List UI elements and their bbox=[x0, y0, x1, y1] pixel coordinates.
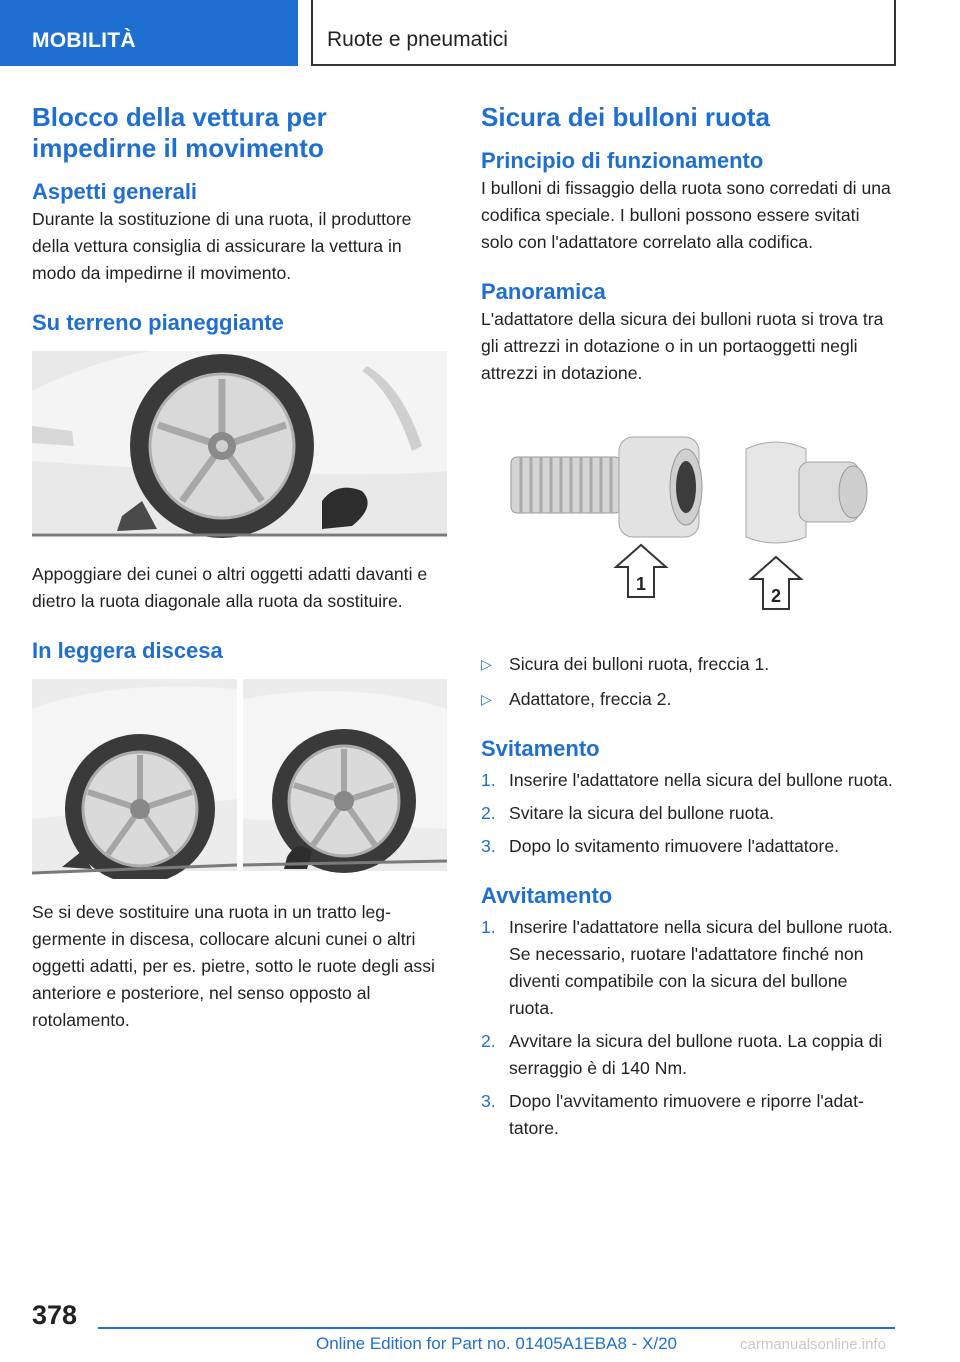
footer-divider bbox=[98, 1327, 895, 1329]
list-item: 3. Dopo lo svitamento rimuovere l'adattatore. bbox=[481, 836, 839, 856]
heading-aspetti-generali: Aspetti generali bbox=[32, 179, 198, 204]
heading-avvitamento: Avvitamento bbox=[481, 883, 613, 908]
bullet-list bbox=[481, 651, 896, 713]
figure-flat-ground bbox=[32, 351, 447, 541]
list-item: ▷ Adattatore, freccia 2. bbox=[481, 686, 896, 713]
figure-slope bbox=[32, 679, 447, 879]
heading-principio: Principio di funzionamento bbox=[481, 148, 764, 173]
list-item: 2. Svitare la sicura del bullone ruota. bbox=[481, 803, 775, 823]
heading-panoramica: Panoramica bbox=[481, 279, 606, 304]
footer-edition: Online Edition for Part no. 01405A1EBA8 - X/20 bbox=[315, 1334, 677, 1353]
paragraph-overview: L'adattatore della sicura dei bulloni ruota si trova tra gli attrezzi in dotazione o in un portaoggetti negli attrezzi in dotazione. bbox=[481, 309, 884, 383]
list-item: 3. Dopo l'avvitamento rimuovere e riporre l'adattatore. bbox=[481, 1091, 864, 1138]
arrow-label-1: 1 bbox=[635, 574, 647, 594]
list-item: 1. Inserire l'adattatore nella sicura del bullone ruota. bbox=[481, 770, 893, 790]
page-number: 378 bbox=[32, 1300, 78, 1330]
chapter-title: Ruote e pneumatici bbox=[311, 0, 896, 66]
unscrew-steps bbox=[481, 767, 896, 860]
screw-steps bbox=[481, 914, 896, 1142]
paragraph-principle: I bulloni di fissaggio della ruota sono corredati di una codifica speciale. I bulloni possono essere svitati solo con l'adattatore correlato alla codifica. bbox=[481, 178, 891, 252]
arrow-label-2: 2 bbox=[770, 586, 782, 606]
list-item: ▷ Sicura dei bulloni ruota, freccia 1. bbox=[481, 651, 896, 678]
figure-wheel-lock bbox=[481, 417, 896, 637]
section-heading-blocco: Blocco della vettura per impedirne il movimento bbox=[32, 102, 327, 163]
heading-terreno-pianeggiante: Su terreno pianeggiante bbox=[32, 310, 284, 335]
list-item: 1. Inserire l'adattatore nella sicura del bullone ruota. Se necessario, ruotare l'adattatore finché non diventi compatibile con la sicura del bullone ruota. bbox=[481, 917, 893, 1018]
right-column bbox=[481, 102, 896, 1148]
section-tab: MOBILITÀ bbox=[0, 0, 298, 66]
paragraph-slope: Se si deve sostituire una ruota in un tratto leggermente in discesa, collocare alcuni cunei o altri oggetti adatti, per es. pietre, sotto le ruote degli assi anteriore e posteriore, nel senso opposto al rotolamento. bbox=[32, 902, 435, 1030]
paragraph-flat: Appoggiare dei cunei o altri oggetti adatti davanti e dietro la ruota diagonale alla ruota da sostituire. bbox=[32, 564, 428, 611]
left-column bbox=[32, 102, 447, 1034]
heading-leggera-discesa: In leggera discesa bbox=[32, 638, 223, 663]
paragraph-general: Durante la sostituzione di una ruota, il produttore della vettura consiglia di assicurare la vettura in modo da impedirne il movimento. bbox=[32, 209, 412, 283]
heading-svitamento: Svitamento bbox=[481, 736, 600, 761]
watermark: carmanualsonline.info bbox=[740, 1336, 886, 1353]
list-item: 2. Avvitare la sicura del bullone ruota. La coppia di serraggio è di 140 Nm. bbox=[481, 1031, 883, 1078]
section-heading-sicura: Sicura dei bulloni ruota bbox=[481, 102, 770, 132]
triangle-bullet-icon: ▷ bbox=[481, 656, 492, 672]
triangle-bullet-icon: ▷ bbox=[481, 691, 492, 707]
